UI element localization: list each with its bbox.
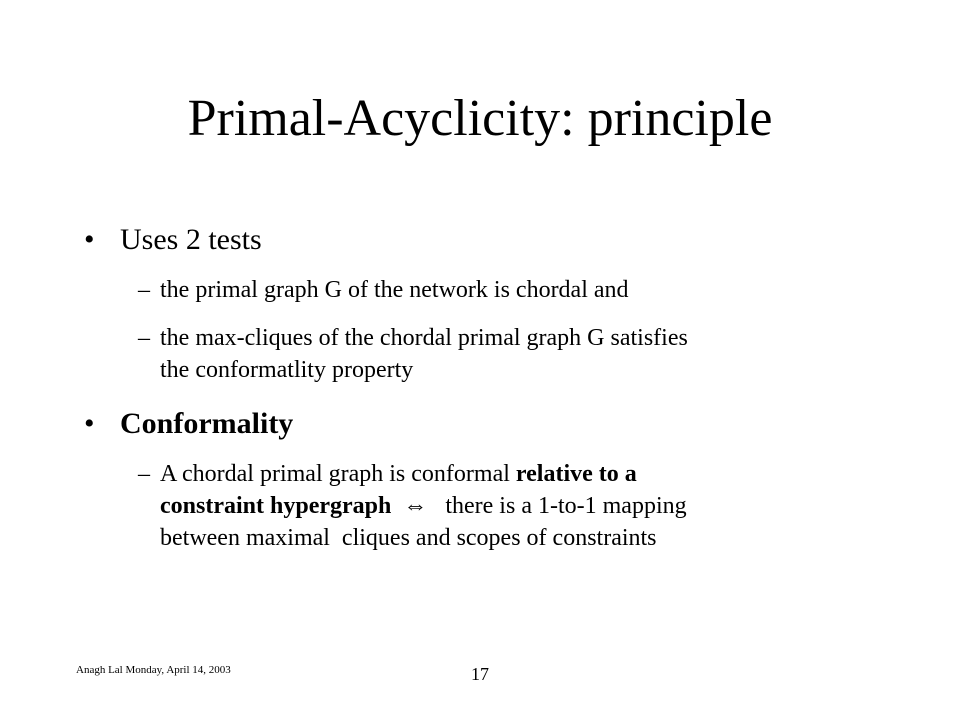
sub-item-conformal-definition [138, 459, 687, 555]
bullet-dot: • [84, 223, 95, 256]
definition-bold-text: relative to a [515, 461, 637, 487]
slide-title: Primal-Acyclicity: principle [187, 90, 773, 147]
dash-marker: – [138, 461, 150, 487]
dash-marker: – [138, 277, 150, 303]
bullet-uses-tests [84, 222, 262, 258]
footer-author-date: Anagh Lal Monday, April 14, 2003 [76, 664, 231, 676]
equivalence-arrow-icon: ⇔ [403, 492, 428, 519]
sub-item-max-cliques [138, 323, 688, 387]
definition-text: A chordal primal graph is conformal [160, 461, 516, 487]
sub-item-text-line-2: the conformatlity property [160, 356, 414, 383]
page-number: 17 [471, 664, 489, 684]
sub-item-text-line-1: the max-cliques of the chordal primal graph G satisfies [160, 325, 688, 351]
sub-item-text: the primal graph G of the network is chordal and [160, 277, 629, 303]
bullet-label: Uses 2 tests [120, 223, 262, 256]
sub-item-chordal [138, 275, 629, 307]
bullet-dot: • [84, 407, 95, 440]
dash-marker: – [138, 325, 150, 351]
definition-line-3: between maximal cliques and scopes of constraints [160, 524, 657, 551]
definition-line-1 [160, 459, 687, 491]
definition-text: there is a 1-to-1 mapping [445, 492, 687, 519]
definition-bold-text: constraint hypergraph [160, 492, 392, 519]
bullet-label: Conformality [120, 407, 294, 440]
bullet-conformality [84, 406, 293, 442]
definition-line-2 [160, 491, 687, 523]
